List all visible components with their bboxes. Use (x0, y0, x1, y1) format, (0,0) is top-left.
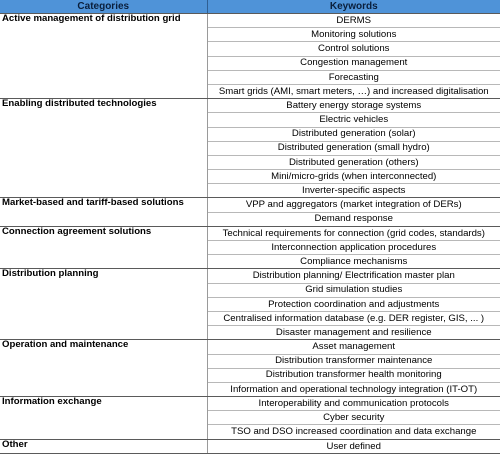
keyword-cell: Control solutions (207, 42, 500, 56)
keyword-cell: Forecasting (207, 70, 500, 84)
keyword-cell: User defined (207, 439, 500, 453)
keyword-cell: Compliance mechanisms (207, 255, 500, 269)
keyword-cell: Distribution planning/ Electrification master plan (207, 269, 500, 283)
keyword-cell: DERMS (207, 14, 500, 28)
keywords-column-header: Keywords (207, 0, 500, 14)
keyword-cell: Technical requirements for connection (grid codes, standards) (207, 226, 500, 240)
keyword-cell: Congestion management (207, 56, 500, 70)
keyword-cell: Grid simulation studies (207, 283, 500, 297)
category-cell: Market-based and tariff-based solutions (0, 198, 207, 226)
category-cell: Other (0, 439, 207, 453)
keyword-cell: Protection coordination and adjustments (207, 297, 500, 311)
table-row (0, 397, 500, 411)
category-cell: Connection agreement solutions (0, 226, 207, 269)
keyword-cell: Smart grids (AMI, smart meters, …) and increased digitalisation (207, 84, 500, 98)
keyword-cell: Asset management (207, 340, 500, 354)
keyword-cell: Distribution transformer health monitoring (207, 368, 500, 382)
table-body (0, 14, 500, 454)
table-row (0, 14, 500, 28)
table-row (0, 340, 500, 354)
keyword-cell: Interoperability and communication protocols (207, 397, 500, 411)
category-cell: Active management of distribution grid (0, 14, 207, 99)
table-row (0, 198, 500, 212)
keyword-cell: Distributed generation (others) (207, 155, 500, 169)
keyword-cell: VPP and aggregators (market integration of DERs) (207, 198, 500, 212)
keyword-cell: Mini/micro-grids (when interconnected) (207, 170, 500, 184)
keyword-cell: Disaster management and resilience (207, 326, 500, 340)
category-cell: Enabling distributed technologies (0, 99, 207, 198)
keyword-cell: Distributed generation (small hydro) (207, 141, 500, 155)
category-cell: Operation and maintenance (0, 340, 207, 397)
table-row (0, 226, 500, 240)
keyword-cell: TSO and DSO increased coordination and data exchange (207, 425, 500, 439)
keyword-cell: Centralised information database (e.g. DER register, GIS, ... ) (207, 311, 500, 325)
table-header-row (0, 0, 500, 14)
table-row (0, 439, 500, 453)
keyword-cell: Interconnection application procedures (207, 241, 500, 255)
keyword-cell: Distribution transformer maintenance (207, 354, 500, 368)
keyword-cell: Distributed generation (solar) (207, 127, 500, 141)
keyword-cell: Monitoring solutions (207, 28, 500, 42)
categories-column-header: Categories (0, 0, 207, 14)
category-cell: Distribution planning (0, 269, 207, 340)
keyword-cell: Inverter-specific aspects (207, 184, 500, 198)
keyword-cell: Information and operational technology integration (IT-OT) (207, 382, 500, 396)
table-row (0, 269, 500, 283)
keyword-cell: Cyber security (207, 411, 500, 425)
table-row (0, 99, 500, 113)
keyword-cell: Demand response (207, 212, 500, 226)
keyword-cell: Battery energy storage systems (207, 99, 500, 113)
category-cell: Information exchange (0, 397, 207, 440)
keyword-cell: Electric vehicles (207, 113, 500, 127)
